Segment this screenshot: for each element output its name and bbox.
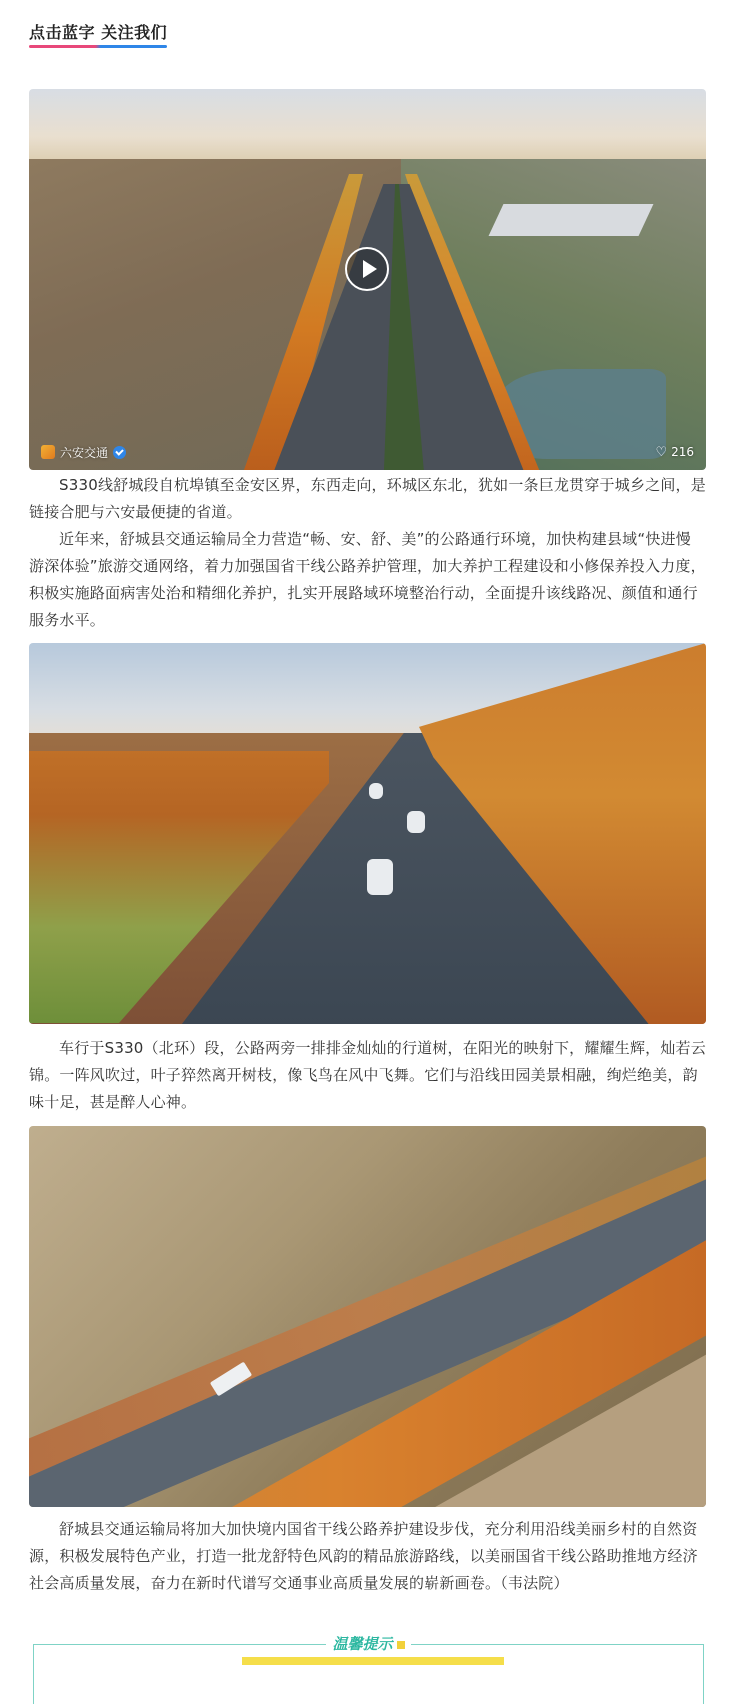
channel-name: 六安交通 [60, 445, 109, 460]
follow-us-underline [29, 45, 167, 48]
video-like[interactable] [655, 442, 694, 462]
video-player[interactable] [29, 89, 706, 470]
channel-logo-icon [41, 445, 55, 459]
like-count: 216 [671, 445, 694, 459]
video-channel[interactable] [41, 442, 126, 462]
article-paragraph: 车行于S330（北环）段，公路两旁一排排金灿灿的行道树，在阳光的映射下，耀耀生辉，灿若云锦。一阵风吹过，叶子猝然离开树枝，像飞鸟在风中飞舞。它们与沿线田园美景相融，绚烂绝美，韵味十足，甚是醉人心神。 [29, 1039, 706, 1111]
verified-icon [113, 446, 126, 459]
article-image-road-north[interactable] [29, 643, 706, 1024]
article-paragraph: 近年来，舒城县交通运输局全力营造“畅、安、舒、美”的公路通行环境，加快构建县域“快进慢游深体验”旅游交通网络，着力加强国省干线公路养护管理，加大养护工程建设和小修保养投入力度，积极实施路面病害处治和精细化养护，扎实开展路域环境整治行动，全面提升该线路况、颜值和通行服务水平。 [29, 530, 706, 629]
tips-highlight-bar [242, 1657, 504, 1665]
heart-icon: ♡ [655, 444, 668, 460]
photo-car [367, 859, 393, 895]
tips-title [34, 1633, 703, 1654]
tips-dot-icon [397, 1641, 405, 1649]
article-paragraph: S330线舒城段自杭埠镇至金安区界，东西走向，环城区东北，犹如一条巨龙贯穿于城乡之间，是链接合肥与六安最便捷的省道。 [29, 476, 706, 521]
play-icon[interactable] [345, 247, 389, 291]
follow-us-header[interactable] [29, 20, 167, 48]
tips-box [33, 1635, 704, 1704]
photo-car [407, 811, 425, 833]
article-paragraph: 舒城县交通运输局将加大加快境内国省干线公路养护建设步伐，充分利用沿线美丽乡村的自然资源，积极发展特色产业，打造一批龙舒特色风韵的精品旅游路线，以美丽国省干线公路助推地方经济社会高质量发展，奋力在新时代谱写交通事业高质量发展的崭新画卷。（韦法院） [29, 1520, 698, 1592]
tips-title-text: 温馨提示 [332, 1635, 393, 1653]
video-cover-building [489, 204, 654, 236]
photo-car [369, 783, 383, 799]
video-cover-sky [29, 89, 706, 169]
follow-us-text[interactable]: 点击蓝字 关注我们 [29, 23, 168, 42]
article-image-aerial-road[interactable] [29, 1126, 706, 1507]
